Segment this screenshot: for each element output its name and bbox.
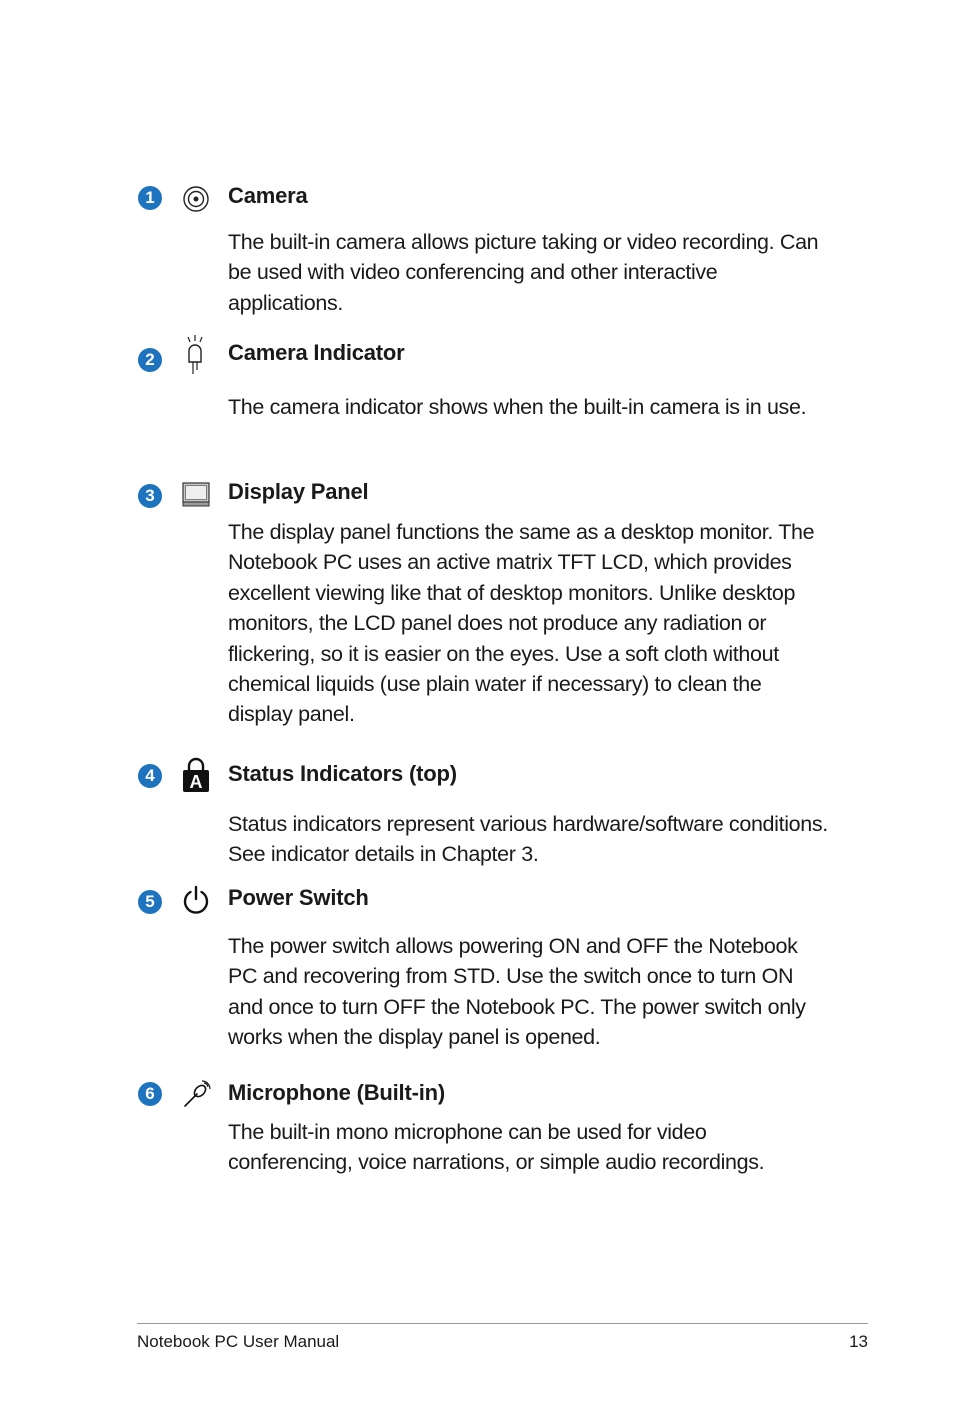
item-description: Status indicators represent various hardware/software conditions. See indicator details in Chapter 3. xyxy=(228,812,828,867)
item-number-badge: 2 xyxy=(138,348,162,372)
item-number-badge: 6 xyxy=(138,1082,162,1106)
item-title: Camera Indicator xyxy=(228,340,405,365)
item-title: Power Switch xyxy=(228,885,369,910)
item-description: The built-in camera allows picture taking or video recording. Can be used with video conferencing and other interactive applications. xyxy=(228,230,819,315)
item-title: Microphone (Built-in) xyxy=(228,1080,445,1105)
capslock-lock-icon xyxy=(181,756,211,794)
item-number-badge: 1 xyxy=(138,186,162,210)
item-description: The display panel functions the same as a desktop monitor. The Notebook PC uses an active matrix TFT LCD, which provides excellent viewing like that of desktop monitors. Unlike desktop monitors, the LCD panel does not produce any radiation or flickering, so it is easier on the eyes. Use a soft cloth without chemical liquids (use plain water if necessary) to clean the display panel. xyxy=(228,520,815,727)
display-monitor-icon xyxy=(181,480,211,510)
item-title: Camera xyxy=(228,183,308,208)
camera-lens-icon xyxy=(181,184,211,214)
item-title: Status Indicators (top) xyxy=(228,761,457,786)
item-number-badge: 3 xyxy=(138,484,162,508)
camera-indicator-led-icon xyxy=(181,334,211,378)
item-number-badge: 5 xyxy=(138,890,162,914)
item-description: The camera indicator shows when the built-in camera is in use. xyxy=(228,395,807,419)
power-icon xyxy=(181,885,211,915)
capslock-letter: A xyxy=(189,772,203,792)
item-number-badge: 4 xyxy=(138,764,162,788)
item-description: The built-in mono microphone can be used for video conferencing, voice narrations, or simple audio recordings. xyxy=(228,1120,765,1175)
footer-manual-title: Notebook PC User Manual xyxy=(137,1332,340,1351)
microphone-icon xyxy=(181,1080,211,1110)
footer-divider xyxy=(137,1323,868,1324)
footer-page-number: 13 xyxy=(849,1332,868,1351)
item-description: The power switch allows powering ON and OFF the Notebook PC and recovering from STD. Use the switch once to turn ON and once to turn OFF the Notebook PC. The power switch only works when the display panel is opened. xyxy=(228,934,806,1050)
item-title: Display Panel xyxy=(228,479,369,504)
